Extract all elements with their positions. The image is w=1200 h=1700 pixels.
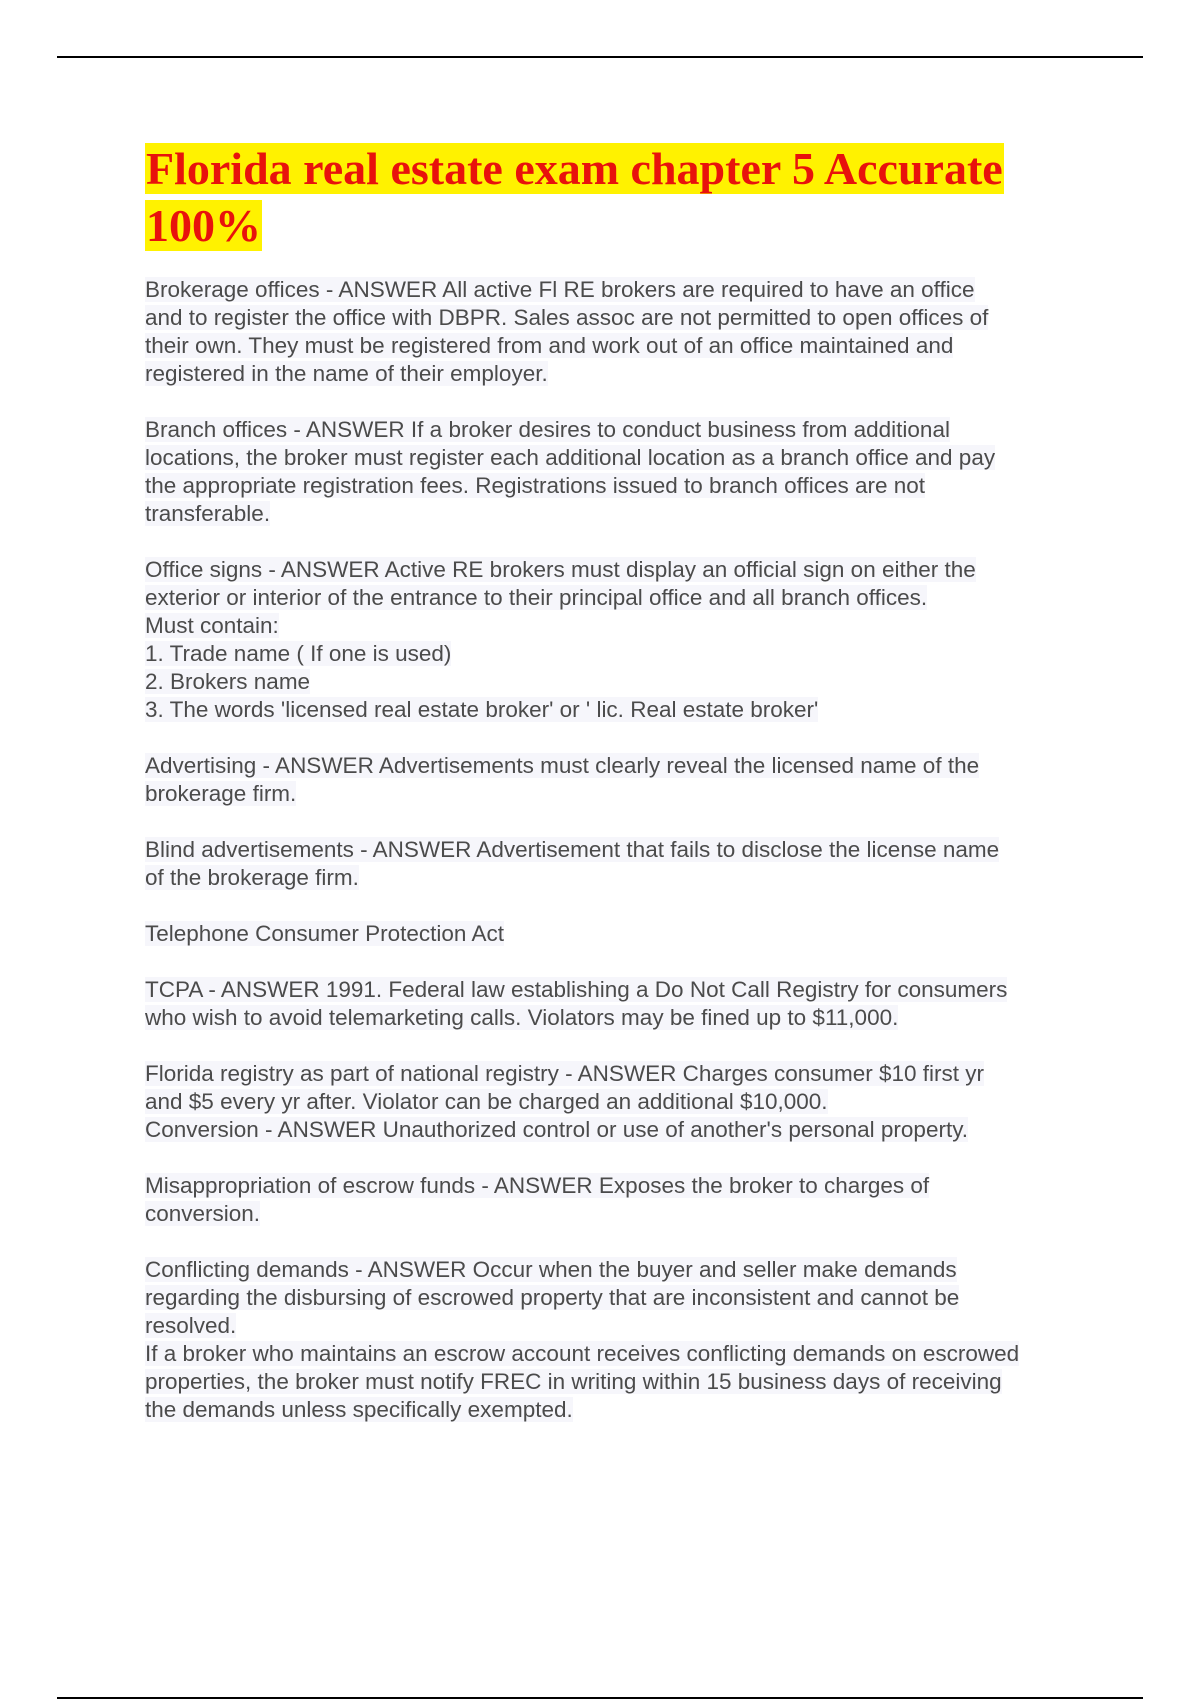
list-item: 1. Trade name ( If one is used) [145,641,452,666]
entry-branch-offices [145,416,1095,528]
entry-advertising [145,752,1095,808]
entry-line: Telephone Consumer Protection Act [145,921,504,946]
entry-line: Branch offices - ANSWER If a broker desires to conduct business from additional [145,417,950,442]
entry-line: Conversion - ANSWER Unauthorized control or use of another's personal property. [145,1117,969,1142]
entry-line: exterior or interior of the entrance to their principal office and all branch offices. [145,585,928,610]
entry-line: of the brokerage firm. [145,865,359,890]
entry-blind-advertisements [145,836,1095,892]
entry-brokerage-offices [145,276,1095,388]
entry-line: the demands unless specifically exempted. [145,1397,573,1422]
entry-line: Office signs - ANSWER Active RE brokers must display an official sign on either the [145,557,976,582]
entry-line: and $5 every yr after. Violator can be charged an additional $10,000. [145,1089,828,1114]
entry-line: Conflicting demands - ANSWER Occur when the buyer and seller make demands [145,1257,957,1282]
entry-line: brokerage firm. [145,781,297,806]
entry-conflicting-demands [145,1256,1095,1424]
entry-line: Florida registry as part of national registry - ANSWER Charges consumer $10 first yr [145,1061,985,1086]
entry-line: and to register the office with DBPR. Sales assoc are not permitted to open offices of [145,305,989,330]
document-page [145,140,1095,1452]
entry-office-signs [145,556,1095,724]
document-title [145,140,1095,254]
entry-line: conversion. [145,1201,261,1226]
list-item: 2. Brokers name [145,669,311,694]
entry-line: properties, the broker must notify FREC in writing within 15 business days of receiving [145,1369,1002,1394]
entry-line: resolved. [145,1313,237,1338]
entry-line: registered in the name of their employer. [145,361,548,386]
list-item: 3. The words 'licensed real estate broker' or ' lic. Real estate broker' [145,697,819,722]
entry-line: Misappropriation of escrow funds - ANSWER Exposes the broker to charges of [145,1173,930,1198]
entry-line: If a broker who maintains an escrow account receives conflicting demands on escrowed [145,1341,1020,1366]
document-body [145,276,1095,1424]
entry-florida-registry [145,1060,1095,1116]
entry-line: Advertising - ANSWER Advertisements must clearly reveal the licensed name of the [145,753,980,778]
entry-line: Brokerage offices - ANSWER All active Fl RE brokers are required to have an office [145,277,975,302]
entry-line: their own. They must be registered from and work out of an office maintained and [145,333,954,358]
title-highlight: Florida real estate exam chapter 5 Accurate 100% [146,143,1003,251]
entry-line: Blind advertisements - ANSWER Advertisement that fails to disclose the license name [145,837,1000,862]
entry-conversion [145,1116,1095,1144]
entry-line: Must contain: [145,613,279,638]
top-rule [57,56,1143,58]
entry-line: locations, the broker must register each additional location as a branch office and pay [145,445,996,470]
bottom-rule [57,1697,1143,1699]
entry-line: transferable. [145,501,271,526]
entry-line: regarding the disbursing of escrowed property that are inconsistent and cannot be [145,1285,960,1310]
entry-telephone-consumer-protection-act [145,920,1095,948]
entry-misappropriation-of-escrow-funds [145,1172,1095,1228]
entry-line: TCPA - ANSWER 1991. Federal law establishing a Do Not Call Registry for consumers [145,977,1008,1002]
entry-tcpa [145,976,1095,1032]
entry-line: the appropriate registration fees. Registrations issued to branch offices are not [145,473,926,498]
entry-line: who wish to avoid telemarketing calls. Violators may be fined up to $11,000. [145,1005,899,1030]
